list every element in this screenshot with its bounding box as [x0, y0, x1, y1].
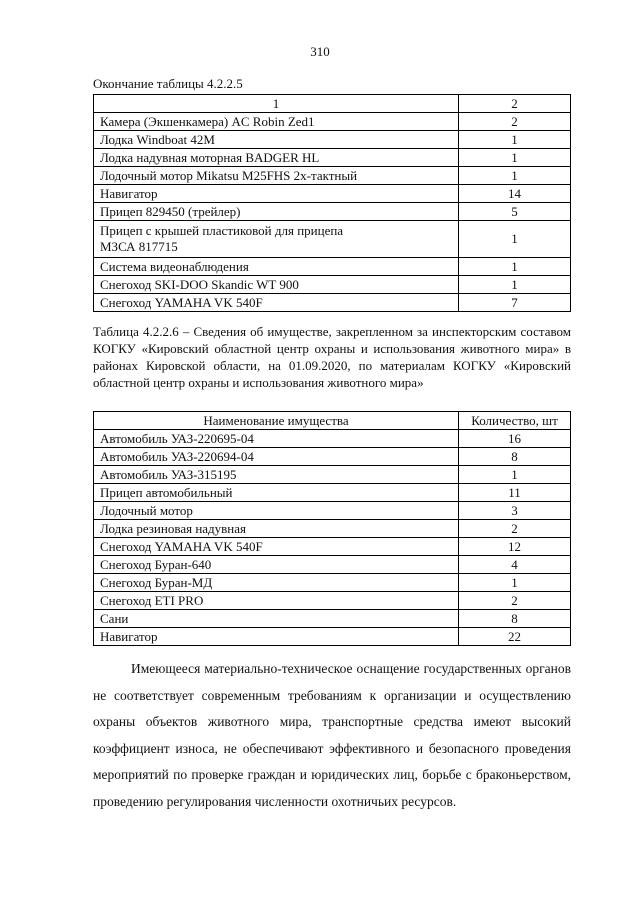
column-header: 2 — [459, 95, 571, 113]
table-row — [94, 276, 571, 294]
table-row — [94, 466, 571, 484]
item-name: Автомобиль УАЗ-315195 — [94, 466, 459, 484]
item-count: 12 — [459, 538, 571, 556]
column-header: Количество, шт — [459, 412, 571, 430]
item-name: Прицеп автомобильный — [94, 484, 459, 502]
table-row — [94, 258, 571, 276]
item-name: Снегоход Буран-640 — [94, 556, 459, 574]
item-count: 1 — [459, 221, 571, 258]
column-header: Наименование имущества — [94, 412, 459, 430]
item-count: 22 — [459, 628, 571, 646]
item-name: Система видеонаблюдения — [94, 258, 459, 276]
table-row — [94, 538, 571, 556]
table1-caption: Окончание таблицы 4.2.2.5 — [93, 76, 243, 91]
item-count: 1 — [459, 167, 571, 185]
table-row — [94, 484, 571, 502]
table2-caption: Таблица 4.2.2.6 – Сведения об имуществе, закрепленном за инспекторским составом КОГКУ «Кировский областной центр охраны и использования животного мира» в районах Кировской области, на 01.09.2020, по материалам КОГКУ «Кировский областной центр охраны и использования животного мира» — [93, 324, 571, 390]
item-count: 1 — [459, 466, 571, 484]
item-name: Автомобиль УАЗ-220695-04 — [94, 430, 459, 448]
item-count: 1 — [459, 276, 571, 294]
item-count: 1 — [459, 131, 571, 149]
table-header-row — [94, 412, 571, 430]
table2 — [93, 411, 571, 646]
item-count: 4 — [459, 556, 571, 574]
item-name — [94, 221, 459, 258]
item-count: 16 — [459, 430, 571, 448]
item-count: 1 — [459, 258, 571, 276]
table-row — [94, 113, 571, 131]
table-row — [94, 430, 571, 448]
item-name: Автомобиль УАЗ-220694-04 — [94, 448, 459, 466]
item-count: 7 — [459, 294, 571, 312]
table-header-row — [94, 95, 571, 113]
item-count: 2 — [459, 520, 571, 538]
table-row — [94, 294, 571, 312]
item-name: Лодка надувная моторная BADGER HL — [94, 149, 459, 167]
item-name: Камера (Экшенкамера) AC Robin Zed1 — [94, 113, 459, 131]
item-count: 11 — [459, 484, 571, 502]
item-name: Сани — [94, 610, 459, 628]
table-row — [94, 131, 571, 149]
item-name-line: Прицеп с крышей пластиковой для прицепа — [100, 223, 344, 238]
table-row — [94, 574, 571, 592]
page-number: 310 — [310, 44, 330, 59]
table-row — [94, 203, 571, 221]
item-name: Лодочный мотор — [94, 502, 459, 520]
item-name: Навигатор — [94, 628, 459, 646]
item-name: Лодочный мотор Mikatsu M25FHS 2х-тактный — [94, 167, 459, 185]
item-count: 14 — [459, 185, 571, 203]
column-header: 1 — [94, 95, 459, 113]
item-name: Снегоход ETI PRO — [94, 592, 459, 610]
table-row — [94, 610, 571, 628]
table1 — [93, 94, 571, 312]
table-row — [94, 167, 571, 185]
table-row — [94, 502, 571, 520]
table-row — [94, 628, 571, 646]
table-row — [94, 448, 571, 466]
item-name: Снегоход Буран-МД — [94, 574, 459, 592]
table-row — [94, 520, 571, 538]
item-name: Снегоход YAMAHA VK 540F — [94, 538, 459, 556]
item-count: 3 — [459, 502, 571, 520]
item-name: Лодка Windboat 42M — [94, 131, 459, 149]
item-name: Навигатор — [94, 185, 459, 203]
table-row — [94, 221, 571, 258]
item-name-line: МЗСА 817715 — [100, 239, 178, 254]
table-row — [94, 592, 571, 610]
item-name: Прицеп 829450 (трейлер) — [94, 203, 459, 221]
item-count: 2 — [459, 592, 571, 610]
item-name: Лодка резиновая надувная — [94, 520, 459, 538]
item-name: Снегоход YAMAHA VK 540F — [94, 294, 459, 312]
item-count: 1 — [459, 149, 571, 167]
item-name: Снегоход SKI-DOO Skandic WT 900 — [94, 276, 459, 294]
table-row — [94, 185, 571, 203]
item-count: 5 — [459, 203, 571, 221]
body-paragraph: Имеющееся материально-техническое оснащение государственных органов не соответствует современным требованиям к организации и осуществлению охраны объектов животного мира, транспортные средства имеют высокий коэффициент износа, не обеспечивают эффективного и безопасного проведения мероприятий по проверке граждан и юридических лиц, борьбе с браконьерством, проведению регулирования численности охотничьих ресурсов. — [93, 661, 571, 809]
item-count: 8 — [459, 448, 571, 466]
item-count: 2 — [459, 113, 571, 131]
item-count: 1 — [459, 574, 571, 592]
item-count: 8 — [459, 610, 571, 628]
table-row — [94, 149, 571, 167]
table-row — [94, 556, 571, 574]
